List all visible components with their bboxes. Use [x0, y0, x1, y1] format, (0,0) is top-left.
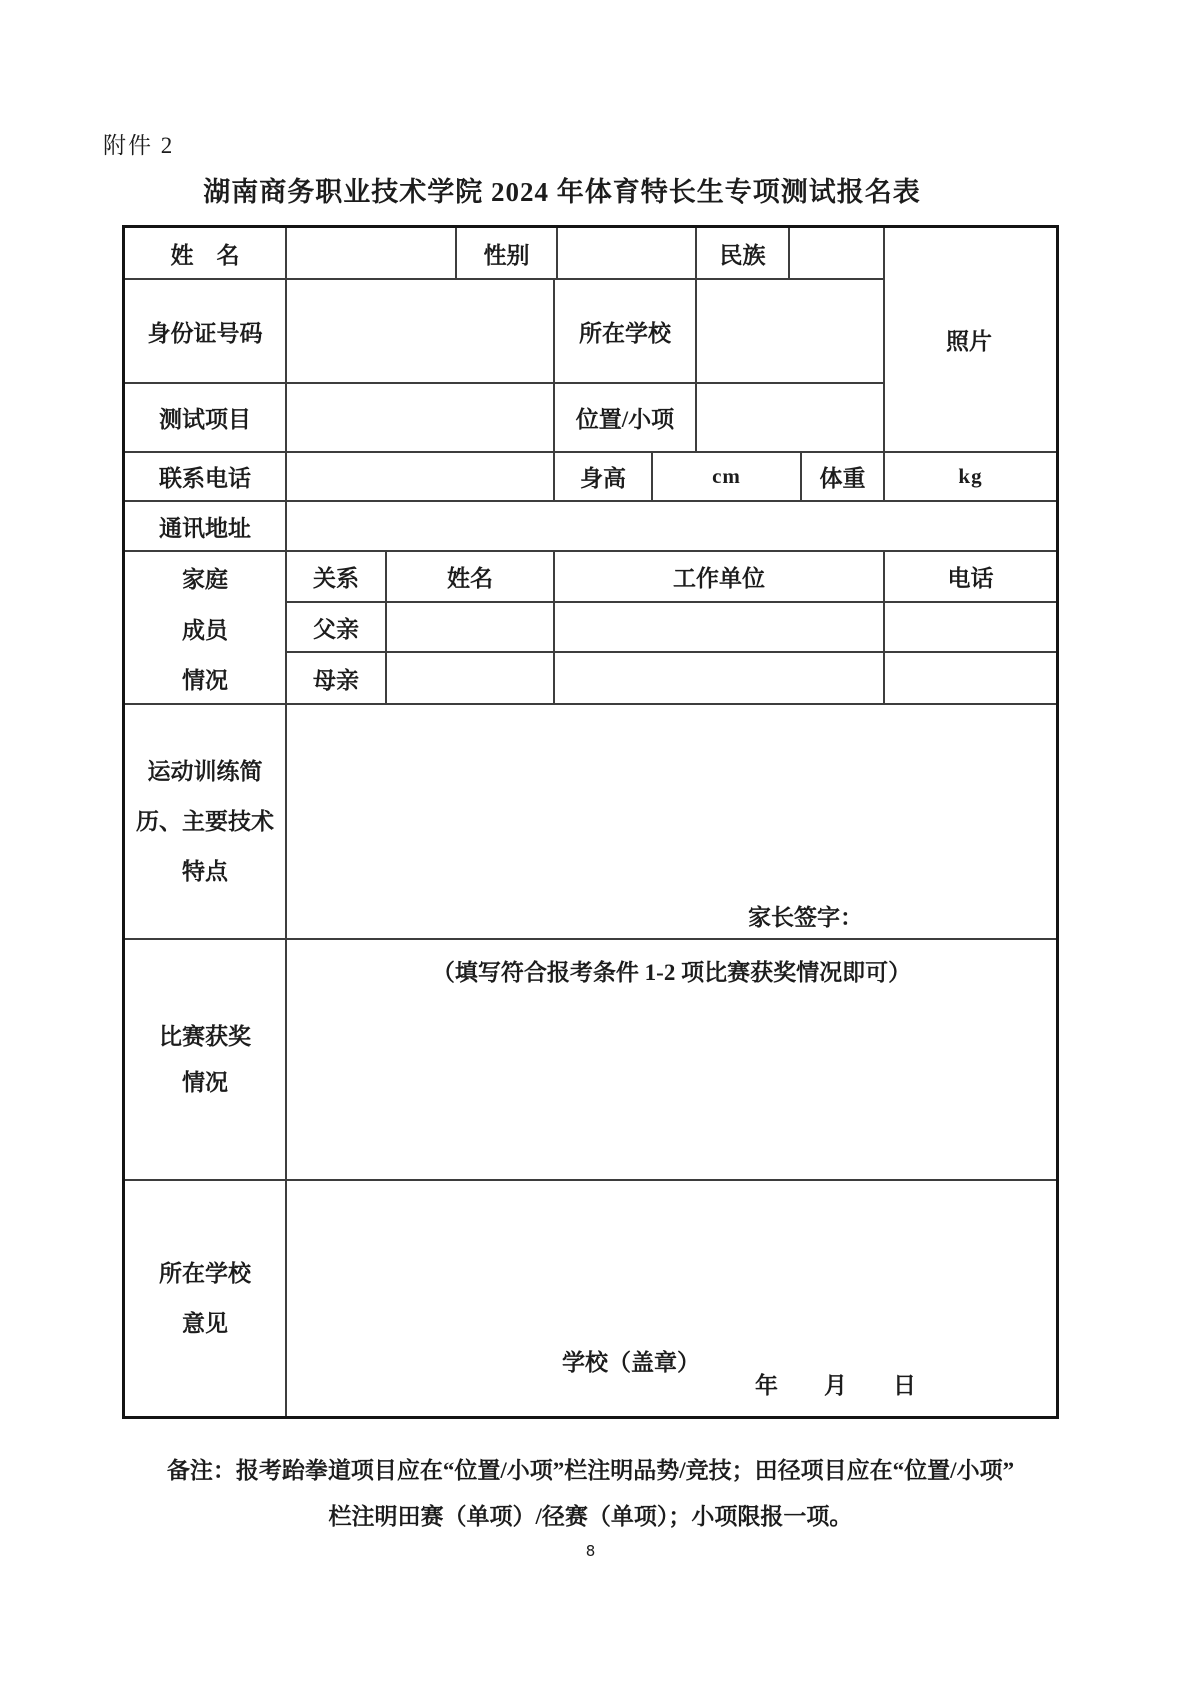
address-value-cell [287, 502, 1056, 552]
school-value-cell [697, 280, 885, 384]
awards-content-cell [287, 940, 1056, 1181]
test-item-label-cell: 测试项目 [125, 384, 287, 453]
photo-cell-area [885, 280, 1056, 384]
row-basic-1 [125, 228, 1056, 280]
ethnicity-label-cell: 民族 [697, 228, 790, 280]
id-number-label-cell: 身份证号码 [125, 280, 287, 384]
school-seal-label: 学校（盖章） [562, 1350, 700, 1375]
mother-phone-cell [885, 653, 1056, 705]
school-opinion-label [159, 1249, 251, 1349]
row-basic-4 [125, 453, 1056, 502]
ethnicity-value-cell [790, 228, 885, 280]
awards-label-cell [125, 940, 287, 1181]
address-label-cell: 通讯地址 [125, 502, 287, 552]
note-line-2: 栏注明田赛（单项）/径赛（单项）；小项限报一项。 [328, 1504, 853, 1529]
awards-label-line1: 比赛获奖 [159, 1023, 251, 1049]
height-unit-cell: cm [653, 453, 802, 502]
awards-hint: （填写符合报考条件 1-2 项比赛获奖情况即可） [431, 960, 912, 985]
training-label-cell [125, 705, 287, 940]
father-name-cell [387, 603, 555, 653]
employer-header-cell: 工作单位 [555, 552, 885, 603]
row-family-father [125, 603, 1056, 653]
mother-name-cell [387, 653, 555, 705]
parent-signature-label: 家长签字： [748, 905, 863, 930]
row-basic-3 [125, 384, 1056, 453]
test-item-value-cell [287, 384, 555, 453]
row-basic-2 [125, 280, 1056, 384]
mother-employer-cell [555, 653, 885, 705]
mother-relation-cell: 母亲 [287, 653, 387, 705]
photo-cell-area [885, 228, 1056, 280]
note-line-1: 备注：报考跆拳道项目应在“位置/小项”栏注明品势/竞技；田径项目应在“位置/小项” [166, 1458, 1015, 1483]
name-value-cell [287, 228, 457, 280]
page-number: 8 [585, 1542, 596, 1560]
height-label-cell: 身高 [555, 453, 653, 502]
phone-header-cell: 电话 [885, 552, 1056, 603]
date-label: 年 月 日 [755, 1373, 916, 1398]
gender-value-cell [558, 228, 697, 280]
family-section-label-line1: 家庭 [125, 552, 287, 603]
school-label-cell: 所在学校 [555, 280, 697, 384]
training-content-cell [287, 705, 1056, 940]
father-relation-cell: 父亲 [287, 603, 387, 653]
position-value-cell [697, 384, 885, 453]
school-opinion-content-cell [287, 1181, 1056, 1416]
row-school-opinion [125, 1181, 1056, 1416]
gender-label-cell: 性别 [457, 228, 558, 280]
awards-label-line2: 情况 [182, 1069, 228, 1095]
training-label-line1: 运动训练简 [147, 758, 263, 784]
name-header-cell: 姓名 [387, 552, 555, 603]
row-address [125, 502, 1056, 552]
family-section-label-line2: 成员 [125, 603, 287, 653]
attachment-label: 附件 2 [103, 133, 175, 158]
relation-header-cell: 关系 [287, 552, 387, 603]
photo-label: 照片 [946, 328, 992, 354]
school-opinion-label-line1: 所在学校 [159, 1260, 251, 1286]
school-opinion-label-cell [125, 1181, 287, 1416]
page-title: 湖南商务职业技术学院 2024 年体育特长生专项测试报名表 [203, 177, 921, 207]
father-phone-cell [885, 603, 1056, 653]
awards-label [159, 1014, 251, 1106]
registration-form-table [122, 225, 1059, 1419]
training-label-line2: 历、主要技术 [136, 808, 274, 834]
training-label-line3: 特点 [182, 858, 228, 884]
weight-label-cell: 体重 [802, 453, 885, 502]
row-training [125, 705, 1056, 940]
family-section-label-line3: 情况 [125, 653, 287, 705]
school-opinion-label-line2: 意见 [182, 1310, 228, 1336]
position-label-cell: 位置/小项 [555, 384, 697, 453]
id-number-value-cell [287, 280, 555, 384]
name-label-cell: 姓 名 [125, 228, 287, 280]
phone-value-cell [287, 453, 555, 502]
father-employer-cell [555, 603, 885, 653]
phone-label-cell: 联系电话 [125, 453, 287, 502]
row-family-mother [125, 653, 1056, 705]
weight-unit-cell: kg [885, 453, 1056, 502]
note-block [122, 1448, 1059, 1540]
row-awards [125, 940, 1056, 1181]
photo-cell-area [885, 384, 1056, 453]
training-label [136, 747, 274, 897]
row-family-header [125, 552, 1056, 603]
